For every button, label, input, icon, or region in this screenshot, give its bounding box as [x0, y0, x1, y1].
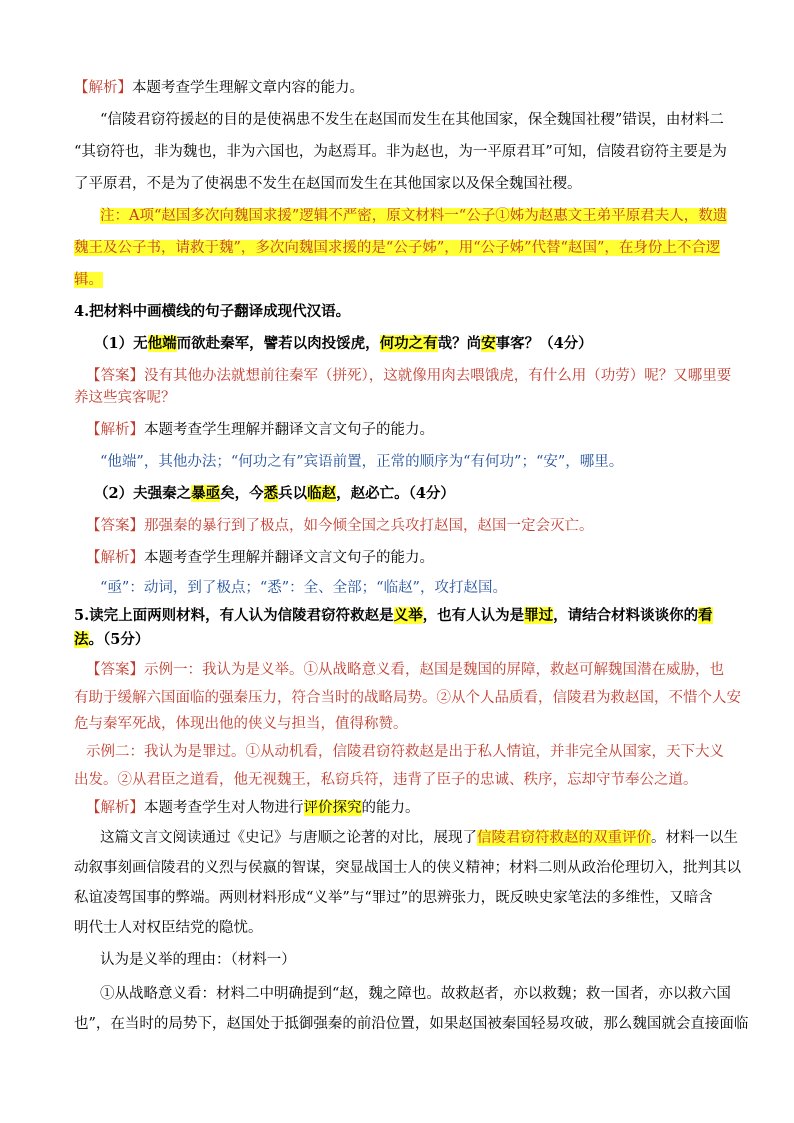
analysis-label: 【解析】 [74, 80, 132, 96]
note-text: 魏王及公子书，请救于魏”，多次向魏国求援的是“公子姊”，用“公子姊”代替“赵国”，在身份上不合逻 [74, 240, 721, 256]
note-text: 注：A项“赵国多次向魏国求援”逻辑不严密，原文材料一“公子①姊为赵惠文王弟平原君夫人，数遗 [100, 208, 728, 224]
highlight-word: 法 [74, 631, 89, 648]
answer-line: 示例二：我认为是罪过。①从动机看，信陵君窃符救赵是出于私人情谊，并非完全从国家，天下大义 [86, 744, 724, 760]
highlight-word: 临赵 [307, 485, 337, 502]
sentence-text: 而欲赴秦军，譬若以肉投馁虎， [176, 335, 380, 352]
highlight-word: 看 [698, 607, 713, 624]
analysis-text: 本题考查学生理解并翻译文言文句子的能力。 [144, 550, 434, 566]
analysis-text: 的能力。 [361, 800, 420, 816]
analysis-line [86, 420, 434, 440]
analysis-line [86, 798, 420, 818]
highlight-word: 他端 [147, 335, 177, 352]
answer-text: 那强秦的暴行到了极点，如今倾全国之兵攻打赵国，赵国一定会灭亡。 [144, 518, 594, 534]
explanation-detail: “亟”：动词，到了极点；“悉”：全、全部；“临赵”，攻打赵国。 [100, 580, 507, 596]
paragraph-line: 了平原君，不是为了使祸患不发生在赵国而发生在其他国家以及保全魏国社稷。 [74, 176, 582, 192]
answer-line: 养这些宾客呢？ [74, 390, 176, 406]
answer-line [86, 516, 594, 536]
highlight-word: 评价探究 [303, 800, 362, 816]
question-text: ，也有人认为是 [422, 607, 525, 624]
sentence-text: （1）无 [94, 335, 148, 352]
sentence-2 [94, 484, 455, 504]
highlight-word: 罪过 [524, 607, 554, 624]
analysis-label: 【解析】 [86, 800, 144, 816]
analysis-text: 本题考查学生理解文章内容的能力。 [132, 80, 364, 96]
reason-heading: 认为是义举的理由：（材料一） [100, 952, 296, 968]
note-text: 辑。 [74, 272, 103, 288]
paragraph-line: “信陵君窃符援赵的目的是使祸患不发生在赵国而发生在其他国家，保全魏国社稷”错误，由材料二 [100, 112, 724, 128]
question-4-title: 4.把材料中画横线的句子翻译成现代汉语。 [74, 303, 351, 320]
answer-line: 危与秦军死战，体现出他的侠义与担当，值得称赞。 [74, 716, 408, 732]
paragraph-text: 。材料一以生 [651, 830, 738, 846]
sentence-text: 事客？（4分） [495, 335, 593, 352]
highlight-phrase: 信陵君窃符救赵的双重评价 [477, 830, 651, 846]
answer-label: 【答案】 [86, 368, 144, 384]
answer-label: 【答案】 [86, 518, 144, 534]
answer-text: 示例一：我认为是义举。①从战略意义看，赵国是魏国的屏障，救赵可解魏国潜在威胁，也 [144, 662, 724, 678]
paragraph-text: 这篇文言文阅读通过《史记》与唐顺之论著的对比，展现了 [100, 830, 477, 846]
sentence-text: （2）夫强秦之 [94, 485, 192, 502]
answer-text: 没有其他办法就想前往秦军（拼死），这就像用肉去喂饿虎，有什么用（功劳）呢？又哪里要 [144, 368, 732, 384]
answer-line: 有助于缓解六国面临的强秦压力，符合当时的战略局势。②从个人品质看，信陵君为救赵国，不惜个人安 [74, 690, 741, 706]
paragraph-line: 私谊凌驾国事的弊端。两则材料形成“义举”与“罪过”的思辨张力，既反映史家笔法的多维性，又暗含 [74, 890, 713, 906]
highlight-word: 义举 [393, 607, 423, 624]
highlight-word: 安 [481, 335, 496, 352]
analysis-text: 本题考查学生对人物进行 [144, 800, 304, 816]
answer-label: 【答案】 [86, 662, 144, 678]
sentence-text: ，赵必亡。（4分） [336, 485, 455, 502]
note-line [74, 270, 103, 290]
highlight-word: 何功之有 [379, 335, 438, 352]
explanation-detail: “他端”，其他办法；“何功之有”宾语前置，正常的顺序为“有何功”；“安”，哪里。 [100, 454, 624, 470]
question-5-title-cont [74, 630, 149, 650]
note-line [74, 238, 720, 258]
highlight-word: 暴亟 [191, 485, 221, 502]
highlight-word: 悉 [263, 485, 279, 502]
sentence-text: 哉？尚 [437, 335, 482, 352]
paragraph-line [100, 828, 738, 848]
paragraph-line: 也”，在当时的局势下，赵国处于抵御强秦的前沿位置，如果赵国被秦国轻易攻破，那么魏国就会直接面临 [74, 1016, 749, 1032]
question-5-title [74, 606, 713, 626]
analysis-label: 【解析】 [86, 550, 144, 566]
paragraph-line: ①从战略意义看：材料二中明确提到“赵，魏之障也。故救赵者，亦以救魏；救一国者，亦以救六国 [100, 986, 731, 1002]
answer-line: 出发。②从君臣之道看，他无视魏王，私窃兵符，违背了臣子的忠诚、秩序，忘却守节奉公之道。 [74, 772, 698, 788]
sentence-text: 兵以 [278, 485, 308, 502]
question-text: 。（5分） [88, 631, 150, 648]
analysis-line [86, 548, 434, 568]
answer-line [86, 366, 731, 386]
paragraph-line: 动叙事刻画信陵君的义烈与侯嬴的智谋，突显战国士人的侠义精神；材料二则从政治伦理切入，批判其以 [74, 860, 741, 876]
answer-line [86, 660, 724, 680]
sentence-1 [94, 334, 593, 354]
sentence-text: 矣，今 [220, 485, 264, 502]
paragraph-line: “其窃符也，非为魏也，非为六国也，为赵焉耳。非为赵也，为一平原君耳”可知，信陵君窃符主要是为 [74, 144, 727, 160]
paragraph-line: 明代士人对权臣结党的隐忧。 [74, 920, 263, 936]
analysis-label: 【解析】 [86, 422, 144, 438]
analysis-text: 本题考查学生理解并翻译文言文句子的能力。 [144, 422, 434, 438]
note-line [100, 206, 727, 226]
question-text: ，请结合材料谈谈你的 [553, 607, 699, 624]
analysis-line [74, 78, 364, 98]
question-text: 5.读完上面两则材料，有人认为信陵君窃符救赵是 [74, 607, 394, 624]
